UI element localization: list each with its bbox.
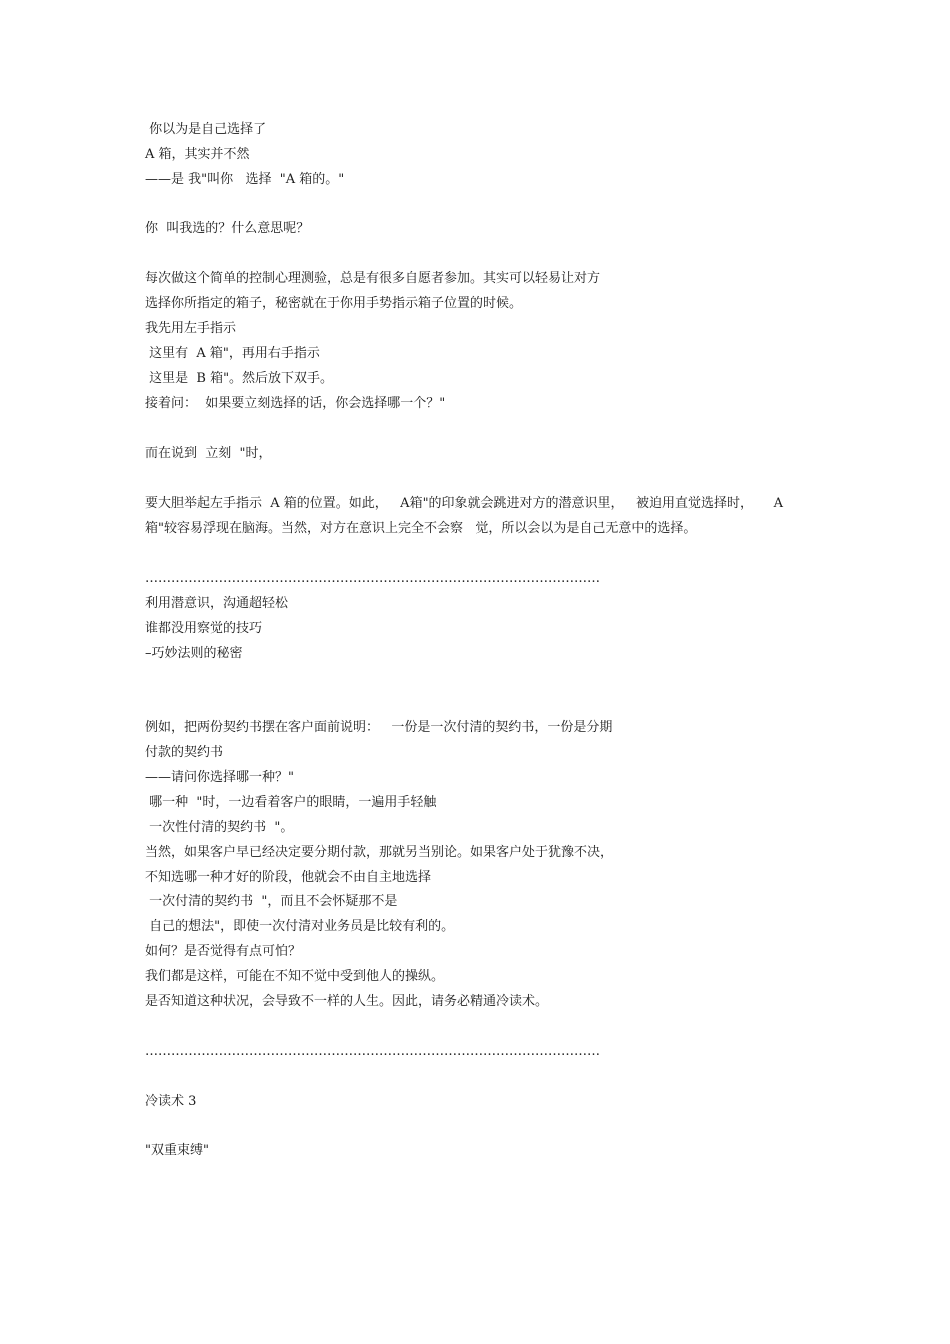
text-line: 当然，如果客户早已经决定要分期付款，那就另当别论。如果客户处于犹豫不决，: [145, 845, 614, 860]
text-line: 哪一种 "时，一边看着客户的眼睛，一遍用手轻触: [145, 795, 437, 810]
text-line: 选择你所指定的箱子，秘密就在于你用手势指示箱子位置的时候。: [145, 296, 523, 311]
text-line: 接着问： 如果要立刻选择的话，你会选择哪一个？": [145, 396, 446, 411]
text-line: 如何？是否觉得有点可怕？: [145, 944, 302, 959]
section-heading: 冷读术 3: [145, 1094, 197, 1109]
text-line: 利用潜意识，沟通超轻松: [145, 596, 289, 611]
dotted-separator: ……………………………………………………………………………………………: [145, 571, 600, 586]
text-line: 要大胆举起左手指示 A 箱的位置。如此， A箱"的印象就会跳进对方的潜意识里， 被迫用直觉选择时， A: [145, 496, 783, 511]
section-subheading: "双重束缚": [145, 1143, 209, 1158]
text-line: 谁都没用察觉的技巧: [145, 621, 263, 636]
text-line: 每次做这个简单的控制心理测验，总是有很多自愿者参加。其实可以轻易让对方: [145, 271, 601, 286]
text-line: 是否知道这种状况，会导致不一样的人生。因此，请务必精通冷读术。: [145, 994, 549, 1009]
text-line: ——请问你选择哪一种？": [145, 770, 294, 785]
text-line: 不知选哪一种才好的阶段，他就会不由自主地选择: [145, 870, 432, 885]
text-line: 一次性付清的契约书 "。: [145, 820, 294, 835]
text-line: 付款的契约书: [145, 745, 224, 760]
text-line: 我先用左手指示: [145, 321, 237, 336]
text-line: A 箱，其实并不然: [145, 147, 250, 162]
text-line: ——是 我"叫你 选择 "A 箱的。": [145, 172, 345, 187]
text-line: 自己的想法"，即使一次付清对业务员是比较有利的。: [145, 919, 455, 934]
text-line: 这里是 B 箱"。然后放下双手。: [145, 371, 334, 386]
text-line: 而在说到 立刻 "时，: [145, 446, 272, 461]
dotted-separator: ……………………………………………………………………………………………: [145, 1044, 600, 1059]
text-line: –巧妙法则的秘密: [145, 646, 243, 661]
text-line: 箱"较容易浮现在脑海。当然，对方在意识上完全不会察 觉，所以会以为是自己无意中的选择。: [145, 521, 697, 536]
text-line: 一次付清的契约书 "，而且不会怀疑那不是: [145, 894, 398, 909]
text-line: 你以为是自己选择了: [145, 122, 267, 137]
text-line: 你 叫我选的？什么意思呢？: [145, 221, 310, 236]
text-line: 我们都是这样，可能在不知不觉中受到他人的操纵。: [145, 969, 445, 984]
text-line: 例如，把两份契约书摆在客户面前说明： 一份是一次付清的契约书，一份是分期: [145, 720, 613, 735]
text-line: 这里有 A 箱"，再用右手指示: [145, 346, 320, 361]
